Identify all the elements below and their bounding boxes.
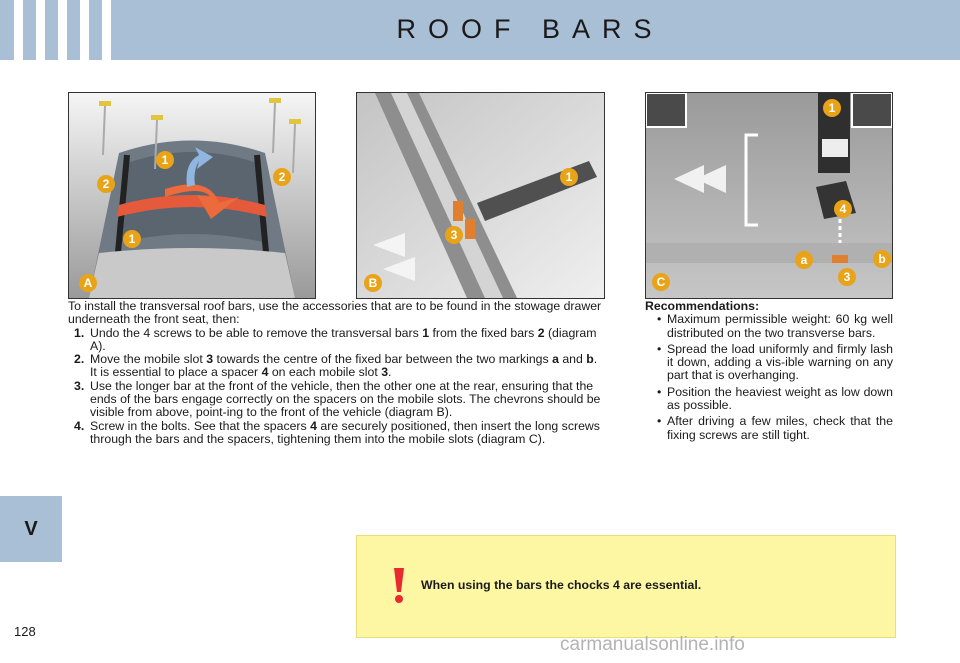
svg-text:3: 3 xyxy=(450,228,458,242)
diagram-b-label: B xyxy=(368,276,378,290)
warning-text: When using the bars the chocks 4 are essential. xyxy=(421,578,702,592)
watermark: carmanualsonline.info xyxy=(560,634,745,655)
step-number: 1. xyxy=(74,325,85,340)
recommendations-title: Recommendations: xyxy=(645,299,760,313)
steps-list xyxy=(68,327,604,447)
chapter-tab-label: V xyxy=(24,518,38,540)
warning-box xyxy=(356,535,896,638)
svg-text:2: 2 xyxy=(278,170,286,184)
step-item: 2. Move the mobile slot 3 towards the centre of the fixed bar between the two markings a and b. It is essential to place a spacer 4 on each mobile slot 3. xyxy=(74,352,598,380)
page-title: ROOF BARS xyxy=(396,14,664,44)
recommendation-item: • Spread the load uniformly and firmly lash it down, adding a vis-ible warning on any part that is overhanging. xyxy=(657,341,893,383)
diagram-a xyxy=(68,92,316,299)
diagram-a-illustration xyxy=(69,93,315,298)
svg-text:3: 3 xyxy=(843,270,851,284)
intro-paragraph: To install the transversal roof bars, use the accessories that are to be found in the stowage drawer underneath the front seat, then: xyxy=(68,299,602,327)
svg-text:1: 1 xyxy=(128,232,136,246)
recommendations xyxy=(645,300,893,445)
step-item: 3. Use the longer bar at the front of the vehicle, then the other one at the rear, ensuring that the ends of the bars engage correctly on the spacers on the mobile slots. The chevrons should be visible from above, point-ing to the front of the vehicle (diagram B). xyxy=(74,378,601,420)
step-number: 4. xyxy=(74,418,85,433)
header-stripes xyxy=(0,0,120,60)
step-item: 1. Undo the 4 screws to be able to remove the transversal bars 1 from the fixed bars 2 (diagram A). xyxy=(74,325,597,353)
recommendation-item: • Position the heaviest weight as low down as possible. xyxy=(657,384,893,413)
svg-text:4: 4 xyxy=(839,202,847,216)
svg-text:1: 1 xyxy=(565,170,573,184)
diagram-c-illustration xyxy=(646,93,892,298)
diagram-a-label: A xyxy=(83,276,93,290)
diagram-c xyxy=(645,92,893,299)
diagram-b xyxy=(356,92,605,299)
svg-text:2: 2 xyxy=(102,177,110,191)
step-item: 4. Screw in the bolts. See that the spacers 4 are securely positioned, then insert the long screws through the bars and the spacers, tightening them into the mobile slots (diagram C). xyxy=(74,418,600,446)
page-header xyxy=(0,0,960,60)
page-number: 128 xyxy=(14,624,36,639)
svg-text:a: a xyxy=(800,253,808,267)
step-number: 2. xyxy=(74,352,85,367)
recommendation-item: • After driving a few miles, check that the fixing screws are still tight. xyxy=(657,414,893,442)
chapter-tab xyxy=(0,60,62,663)
installation-instructions xyxy=(68,300,604,446)
recommendation-item: • Maximum permissible weight: 60 kg well distributed on the two transverse bars. xyxy=(657,312,893,340)
diagram-b-illustration xyxy=(357,93,604,298)
diagram-c-label: C xyxy=(656,275,666,289)
svg-text:b: b xyxy=(878,252,886,266)
warning-icon xyxy=(381,566,417,604)
svg-text:1: 1 xyxy=(828,101,836,115)
svg-text:1: 1 xyxy=(161,153,169,167)
step-number: 3. xyxy=(74,378,85,393)
